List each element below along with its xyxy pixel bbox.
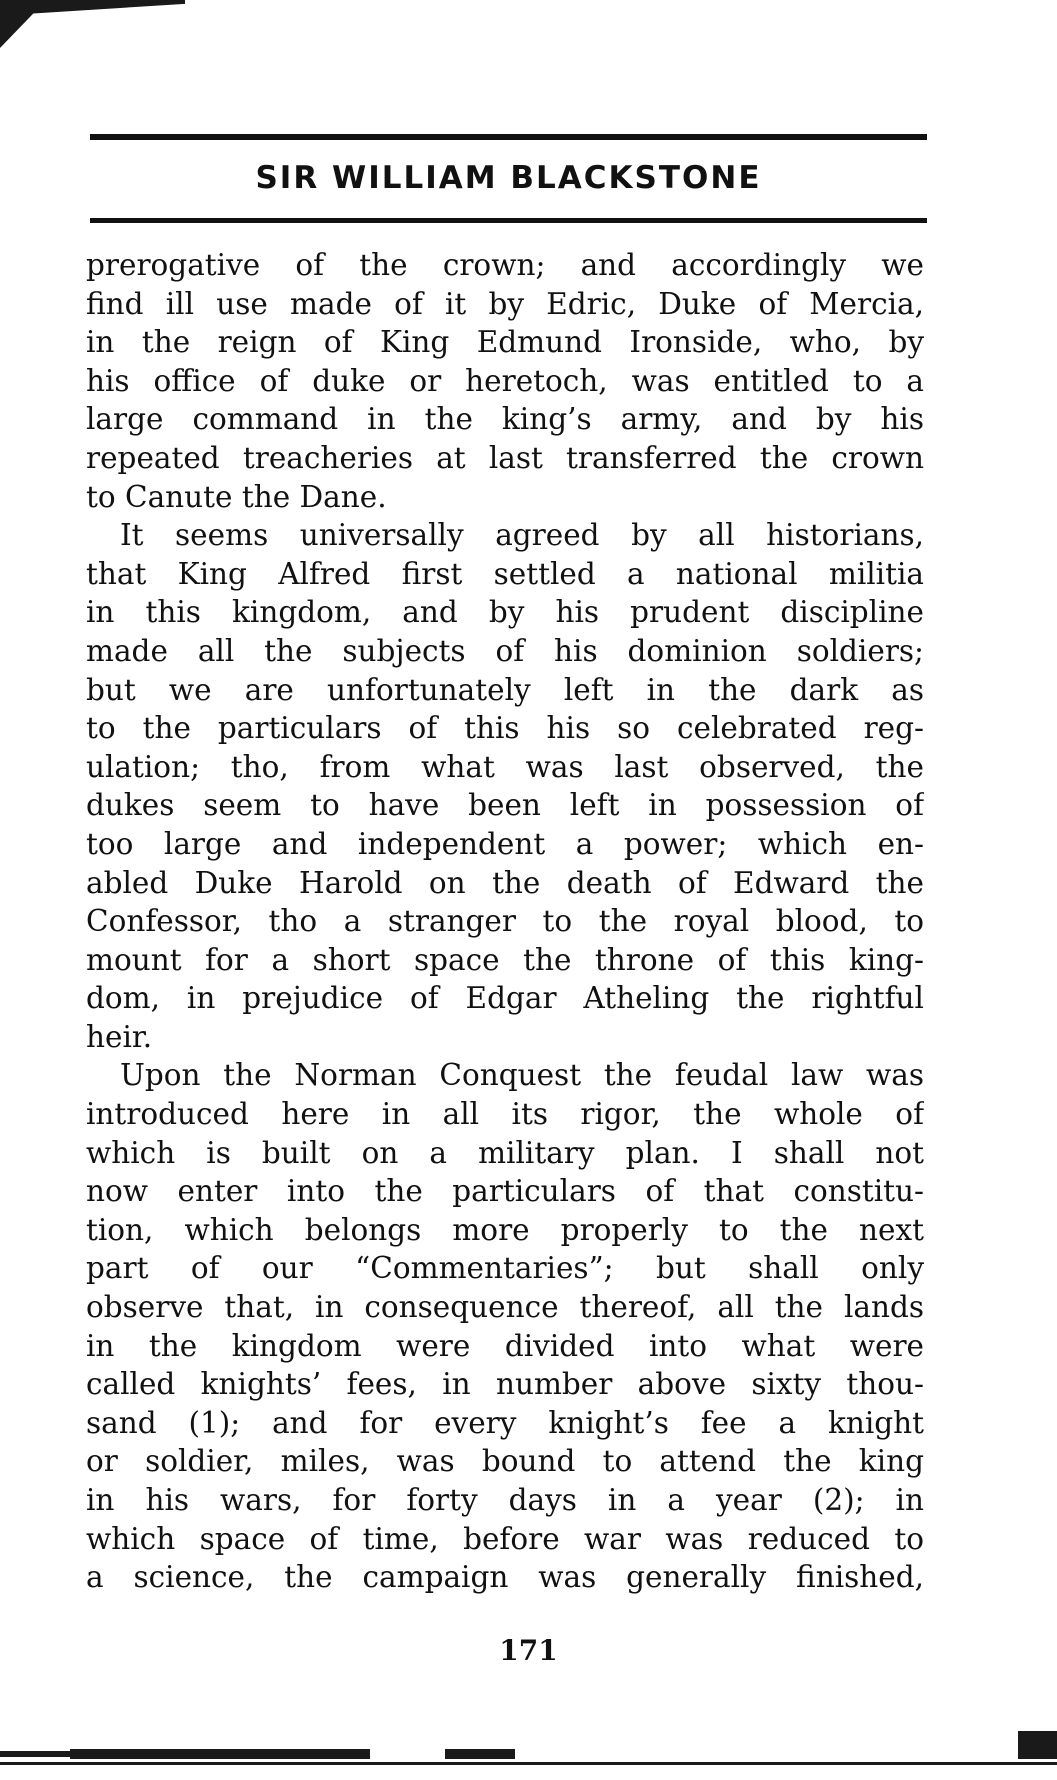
text-line: to Canute the Dane. (86, 479, 387, 514)
page-number: 171 (499, 1634, 558, 1667)
text-line: that King Alfred first settled a national militia (86, 556, 924, 591)
text-line: tion, which belongs more properly to the next (86, 1212, 924, 1247)
text-line: his office of duke or heretoch, was entitled to a (86, 363, 924, 398)
text-line: large command in the king’s army, and by his (86, 402, 924, 437)
text-line: in his wars, for forty days in a year (2); in (86, 1483, 924, 1517)
text-line: now enter into the particulars of that constitu- (86, 1174, 924, 1209)
header-rule-top (90, 134, 927, 140)
text-line: to the particulars of this his so celebrated reg- (86, 711, 924, 746)
text-line: observe that, in consequence thereof, all the lands (86, 1290, 924, 1325)
text-line: too large and independent a power; which en- (86, 826, 924, 861)
text-line: ulation; tho, from what was last observed, the (86, 749, 924, 784)
text-line: prerogative of the crown; and accordingly we (86, 248, 924, 282)
text-line: called knights’ fees, in number above sixty thou- (86, 1367, 924, 1402)
text-line: heir. (86, 1019, 153, 1054)
text-line: mount for a short space the throne of this king- (86, 942, 924, 977)
scan-corner-mark (0, 0, 185, 48)
text-line: sand (1); and for every knight’s fee a knight (86, 1405, 924, 1440)
text-line: dukes seem to have been left in possession of (86, 788, 924, 823)
text-line: in this kingdom, and by his prudent discipline (86, 595, 924, 630)
text-line: made all the subjects of his dominion soldiers; (86, 633, 924, 668)
text-line: but we are unfortunately left in the dark as (86, 672, 924, 707)
text-line: a science, the campaign was generally finished, (86, 1560, 924, 1595)
text-line: or soldier, miles, was bound to attend the king (86, 1444, 924, 1479)
text-line: repeated treacheries at last transferred the crown (86, 440, 924, 475)
text-line: which is built on a military plan. I shall not (86, 1135, 924, 1170)
text-line: dom, in prejudice of Edgar Atheling the rightful (86, 981, 924, 1016)
text-line: in the reign of King Edmund Ironside, who, by (86, 325, 924, 360)
text-line: It seems universally agreed by all historians, (120, 518, 924, 553)
scan-footer-bar (0, 1749, 1057, 1763)
text-line: abled Duke Harold on the death of Edward the (86, 865, 924, 900)
running-head: SIR WILLIAM BLACKSTONE (255, 160, 762, 196)
text-line: Confessor, tho a stranger to the royal blood, to (86, 904, 924, 939)
text-line: part of our “Commentaries”; but shall only (86, 1251, 924, 1286)
body-text (86, 246, 924, 1597)
header-rule-bottom (90, 218, 927, 223)
text-line: find ill use made of it by Edric, Duke of Mercia, (86, 286, 924, 321)
text-line: which space of time, before war was reduced to (86, 1521, 924, 1556)
text-line: Upon the Norman Conquest the feudal law was (120, 1058, 924, 1093)
text-line: in the kingdom were divided into what were (86, 1328, 924, 1363)
text-line: introduced here in all its rigor, the whole of (86, 1097, 924, 1132)
